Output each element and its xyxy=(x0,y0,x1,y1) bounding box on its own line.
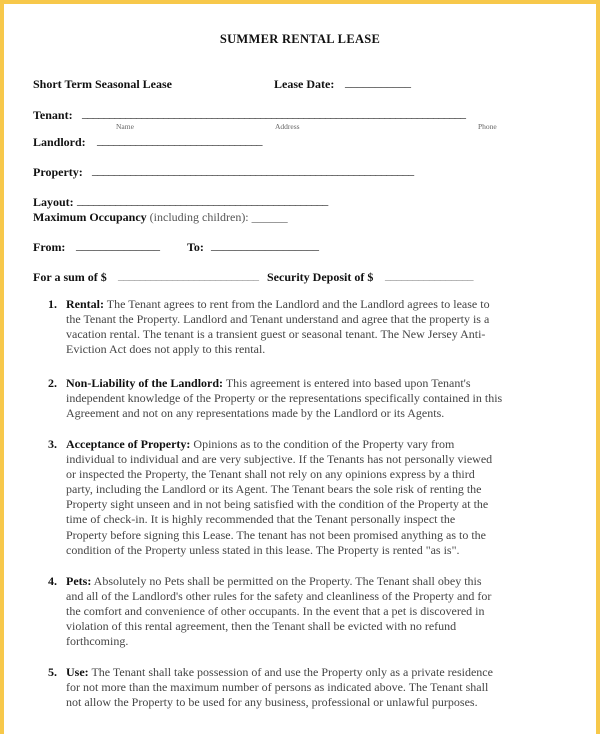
clause-number: 3. xyxy=(48,437,57,451)
clause-pets xyxy=(34,574,564,649)
max-occupancy-label-text: Maximum Occupancy xyxy=(33,210,147,224)
layout-field[interactable]: ______________________________________________ xyxy=(77,193,328,207)
to-field[interactable]: __________________ xyxy=(211,238,319,252)
clause-heading: Use: xyxy=(66,665,89,679)
clause-line: individual to individual and are very subjective. If the Tenants has not personally viewed xyxy=(66,452,493,467)
clause-line: Absolutely no Pets shall be permitted on the Property. The Tenant shall obey this xyxy=(91,574,482,588)
clause-line: violation of this rental agreement, then the Tenant shall be evicted with no refund xyxy=(66,619,457,634)
clause-line: Property before signing this Lease. The tenant has not been promised anything as to the xyxy=(66,527,487,542)
landlord-label: Landlord: xyxy=(33,135,86,149)
deposit-label: Security Deposit of $ xyxy=(267,270,374,284)
clause-line: not allow the Property to be used for any business, professional or unlawful purposes. xyxy=(66,695,478,710)
from-field[interactable]: ______________ xyxy=(76,238,160,252)
clause-line: party, including the Landlord or its Agent. The Tenant bears the sole risk of renting the xyxy=(66,482,482,497)
sum-label: For a sum of $ xyxy=(33,270,107,284)
clause-line: forthcoming. xyxy=(66,634,129,649)
address-caption: Address xyxy=(275,122,300,131)
from-label: From: xyxy=(33,240,66,254)
deposit-field[interactable]: ________________ xyxy=(385,268,473,282)
lease-date-label: Lease Date: xyxy=(274,77,335,91)
clause-heading: Rental: xyxy=(66,297,104,311)
clause-line: vacation rental. The tenant is a transient guest or seasonal tenant. The New Jersey Anti- xyxy=(66,327,486,342)
clause-number: 4. xyxy=(48,574,57,588)
clause-line: for not more than the maximum number of persons as indicated above. The Tenant shall xyxy=(66,680,489,695)
lease-type: Short Term Seasonal Lease xyxy=(33,77,173,91)
clause-line: The Tenant shall take possession of and use the Property only as a private residence xyxy=(88,665,493,679)
clause-line: Opinions as to the condition of the Property vary from xyxy=(190,437,455,451)
document-title: SUMMER RENTAL LEASE xyxy=(219,32,381,46)
tenant-field[interactable]: _______________________________________________________________________ xyxy=(82,106,466,120)
to-label: To: xyxy=(187,240,204,254)
property-field[interactable]: ___________________________________________________________ xyxy=(92,163,414,177)
clause-line: the comfort and convenience of other occupants. In the event that a pet is discovered in xyxy=(66,604,485,619)
clause-line: Eviction Act does not apply to this rental. xyxy=(66,342,266,357)
clause-number: 2. xyxy=(48,376,57,390)
property-label: Property: xyxy=(33,165,83,179)
clause-line: time of check-in. It is highly recommended that the Tenant personally inspect the xyxy=(66,512,456,527)
tenant-label: Tenant: xyxy=(33,108,73,122)
clause-line: independent knowledge of the Property or the representations specifically contained in this xyxy=(66,391,503,406)
clause-acceptance xyxy=(34,437,564,558)
lease-date-field[interactable]: ___________ xyxy=(345,75,411,89)
clause-line: and all of the Landlord's other rules for the safety and cleanliness of the Property and for xyxy=(66,589,492,604)
sum-field[interactable]: __________________________ xyxy=(118,268,259,282)
clause-line: The Tenant agrees to rent from the Landlord and the Landlord agrees to lease to xyxy=(104,297,490,311)
clause-line: Property sight unseen and in not being satisfied with the condition of the Property at the xyxy=(66,497,489,512)
clause-line: condition of the Property unless stated in this lease. The Property is rented "as is". xyxy=(66,542,460,557)
max-occupancy-label xyxy=(33,210,288,225)
clause-number: 1. xyxy=(48,297,57,311)
phone-caption: Phone xyxy=(478,122,497,131)
clause-number: 5. xyxy=(48,665,57,679)
clause-line: or inspected the Property, the Tenant shall not rely on any opinions express by a third xyxy=(66,467,475,482)
clause-line: Agreement and not on any representations made by the Landlord or its Agents. xyxy=(66,406,445,421)
clause-line: the Tenant the Property. Landlord and Tenant understand and agree that the property is a xyxy=(66,312,490,327)
clause-rental xyxy=(34,297,564,357)
max-occupancy-note[interactable]: (including children): ______ xyxy=(149,210,288,224)
layout-label: Layout: xyxy=(33,195,74,209)
name-caption: Name xyxy=(116,122,134,131)
clause-non-liability xyxy=(34,376,564,421)
clause-heading: Acceptance of Property: xyxy=(66,437,191,451)
landlord-field[interactable]: ______________________________ xyxy=(97,133,262,147)
lease-page xyxy=(4,4,596,734)
clause-heading: Pets: xyxy=(66,574,92,588)
clause-heading: Non-Liability of the Landlord: xyxy=(66,376,224,390)
clause-use xyxy=(34,665,564,710)
clause-line: This agreement is entered into based upon Tenant's xyxy=(223,376,471,390)
